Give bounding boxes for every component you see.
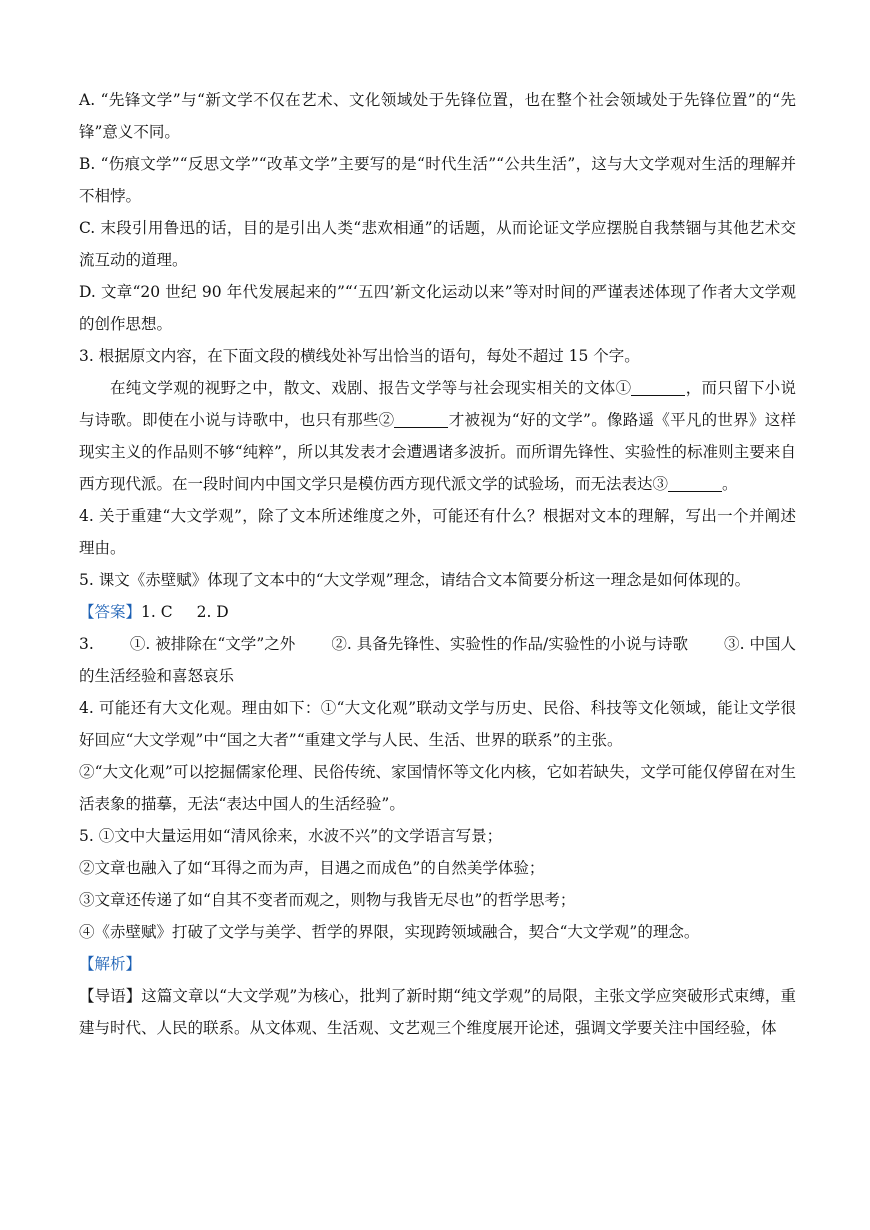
blank-3 [668,473,722,492]
answer-5-line-1: 5. ①文中大量运用如“清风徐来，水波不兴”的文学语言写景； [79,827,503,845]
answer-3-number: 3. [79,635,94,653]
answer-3 [79,628,796,692]
question-3-passage [79,372,796,500]
passage-part-1: 在纯文学观的视野之中，散文、戏剧、报告文学等与社会现实相关的文体① [110,379,632,397]
blank-2 [394,409,448,428]
passage-part-2: ，而只留下小说与诗歌。即使在小说与诗歌中，也只有那些② [79,379,796,429]
question-5: 5. 课文《赤壁赋》体现了文本中的“大文学观”理念，请结合文本简要分析这一理念是如何体现的。 [79,571,751,589]
option-b: B. “伤痕文学”“反思文学”“改革文学”主要写的是“时代生活”“公共生活”，这与大文学观对生活的理解并不相悖。 [79,155,796,205]
question-4: 4. 关于重建“大文学观”，除了文本所述维度之外，可能还有什么？根据对文本的理解，写出一个并阐述理由。 [79,507,796,557]
passage-part-4: 。 [722,475,738,493]
intro-tag: 【导语】 [79,987,142,1005]
passage-part-3: 才被视为“好的文学”。像路遥《平凡的世界》这样现实主义的作品则不够“纯粹”，所以其发表才会遭遇诸多波折。而所谓先锋性、实验性的标准则主要来自西方现代派。在一段时间内中国文学只是模仿西方现代派文学的试验场，而无法表达③ [79,411,796,493]
option-a: A. “先锋文学”与“新文学不仅在艺术、文化领域处于先锋位置，也在整个社会领域处于先锋位置”的“先锋”意义不同。 [79,91,796,141]
answer-line [79,596,796,628]
answer-3-item-3: ③. 中国人的生活经验和喜怒哀乐 [79,635,797,685]
analysis-intro [79,980,796,1044]
answer-2: 2. D [196,603,229,621]
option-d: D. 文章“20 世纪 90 年代发展起来的”“‘五四’新文化运动以来”等对时间的严谨表述体现了作者大文学观的创作思想。 [79,283,796,333]
answer-3-item-1: ①. 被排除在“文学”之外 [129,635,296,653]
option-c: C. 末段引用鲁迅的话，目的是引出人类“悲欢相通”的话题，从而论证文学应摆脱自我禁锢与其他艺术交流互动的道理。 [79,219,796,269]
question-3-prompt: 3. 根据原文内容，在下面文段的横线处补写出恰当的语句，每处不超过 15 个字。 [79,347,640,365]
answer-tag: 【答案】 [79,603,142,621]
answer-5-line-3: ③文章还传递了如“自其不变者而观之，则物与我皆无尽也”的哲学思考； [79,891,576,909]
answer-4-part-1: 4. 可能还有大文化观。理由如下：①“大文化观”联动文学与历史、民俗、科技等文化领域，能让文学很好回应“大文学观”中“国之大者”“重建文学与人民、生活、世界的联系”的主张。 [79,699,796,749]
intro-text: 这篇文章以“大文学观”为核心，批判了新时期“纯文学观”的局限，主张文学应突破形式束缚，重建与时代、人民的联系。从文体观、生活观、文艺观三个维度展开论述，强调文学要关注中国经验，体 [79,987,796,1037]
answer-3-item-2: ②. 具备先锋性、实验性的作品/实验性的小说与诗歌 [331,635,689,653]
answer-5-line-4: ④《赤壁赋》打破了文学与美学、哲学的界限，实现跨领域融合，契合“大文学观”的理念。 [79,923,700,941]
answer-1: 1. C [141,603,173,621]
answer-5-line-2: ②文章也融入了如“耳得之而为声，目遇之而成色”的自然美学体验； [79,859,545,877]
analysis-tag: 【解析】 [79,955,142,973]
blank-1 [631,377,685,396]
answer-4-part-2: ②“大文化观”可以挖掘儒家伦理、民俗传统、家国情怀等文化内核，它如若缺失，文学可能仅停留在对生活表象的描摹，无法“表达中国人的生活经验”。 [79,763,796,813]
